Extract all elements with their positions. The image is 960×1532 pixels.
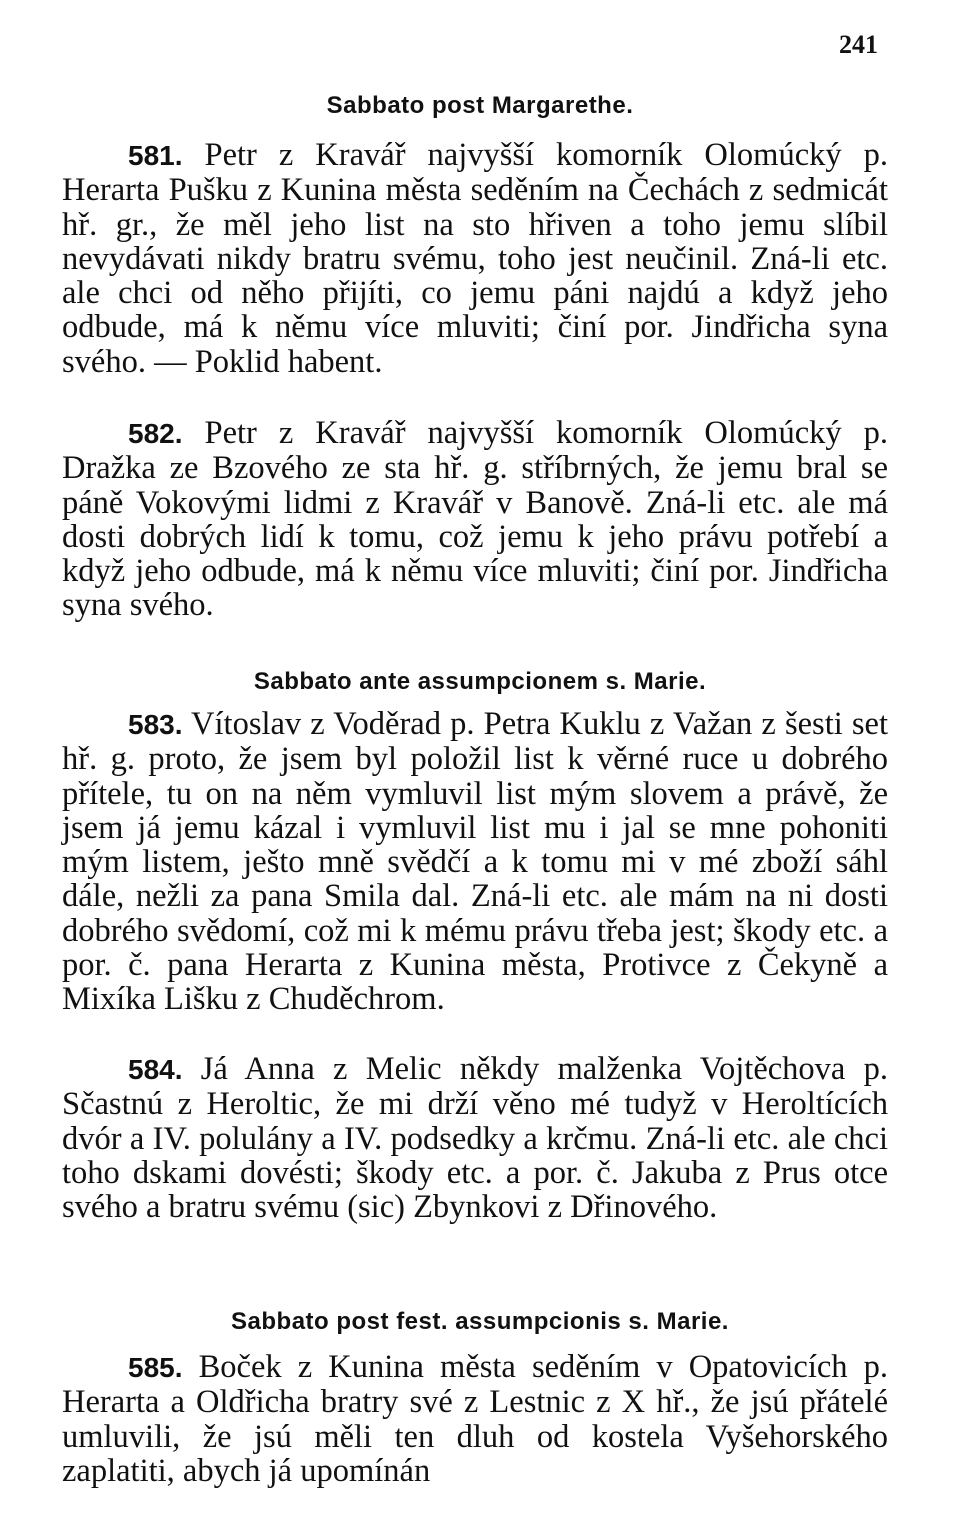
entry-text: Já Anna z Melic někdy malženka Vojtěchova p. Sčastnú z Heroltic, že mi drží věno mé tudyž v Heroltících dvór a IV. polulány a IV. podsedky a krčmu. Zná-li etc. ale chci toho dskami dovésti; škody etc. a por. č. Jakuba z Prus otce svého a bratru svému (sic) Zbynkovi z Dřinového. — [62, 1051, 888, 1226]
entry-text: Petr z Kravář najvyšší komorník Olomúcký p. Herarta Pušku z Kunina města seděním na Čechách z sedmicát hř. gr., že měl jeho list na sto hřiven a toho jemu slíbil nevydávati nikdy bratru svému, toho jest neučinil. Zná-li etc. ale chci od něho přijíti, co jemu páni najdú a když jeho odbude, má k němu více mluviti; činí por. Jindřicha syna svého. — Poklid habent. — [62, 137, 889, 380]
entry-583 — [62, 707, 888, 1017]
entry-number: 581. — [128, 140, 183, 171]
entry-text: Boček z Kunina města seděním v Opatovicích p. Herarta a Oldřicha bratry své z Lestnic z X hř., že jsú přátelé umluvili, že jsú měli ten dluh od kostela Vyšehorského zaplatiti, abych já upomínán — [62, 1349, 889, 1489]
entry-number: 585. — [128, 1352, 183, 1383]
entry-585 — [62, 1350, 888, 1488]
entry-581 — [62, 138, 888, 379]
entry-582 — [62, 416, 888, 623]
section-heading: Sabbato ante assumpcionem s. Marie. — [253, 668, 707, 695]
entry-number: 584. — [128, 1054, 183, 1085]
entry-number: 582. — [128, 418, 183, 449]
section-heading: Sabbato post fest. assumpcionis s. Marie. — [231, 1308, 729, 1335]
section-heading: Sabbato post Margarethe. — [326, 92, 634, 119]
entry-number: 583. — [128, 709, 183, 740]
entry-text: Vítoslav z Voděrad p. Petra Kuklu z Važan z šesti set hř. g. proto, že jsem byl položil list k věrné ruce u dobrého přítele, tu on na něm vymluvil list mým slovem a právě, že jsem já jemu kázal i vymluvil list mu i jal se mne pohoniti mým listem, ješto mně svědčí a k tomu mi v mé zboží sáhl dále, nežli za pana Smila dal. Zná-li etc. ale mám na ni dosti dobrého svědomí, což mi k mému právu třeba jest; škody etc. a por. č. pana Herarta z Kunina města, Protivce z Čekyně a Mixíka Lišku z Chuděchrom. — [62, 706, 888, 1018]
entry-text: Petr z Kravář najvyšší komorník Olomúcký p. Dražka ze Bzového ze sta hř. g. stříbrných, že jemu bral se páně Vokovými lidmi z Kravář v Banově. Zná-li etc. ale má dosti dobrých lidí k tomu, což jemu k jeho právu potřebí a když jeho odbude, má k němu více mluviti; činí por. Jindřicha syna svého. — [62, 415, 889, 624]
entry-584 — [62, 1052, 888, 1224]
page-number: 241 — [839, 30, 878, 59]
